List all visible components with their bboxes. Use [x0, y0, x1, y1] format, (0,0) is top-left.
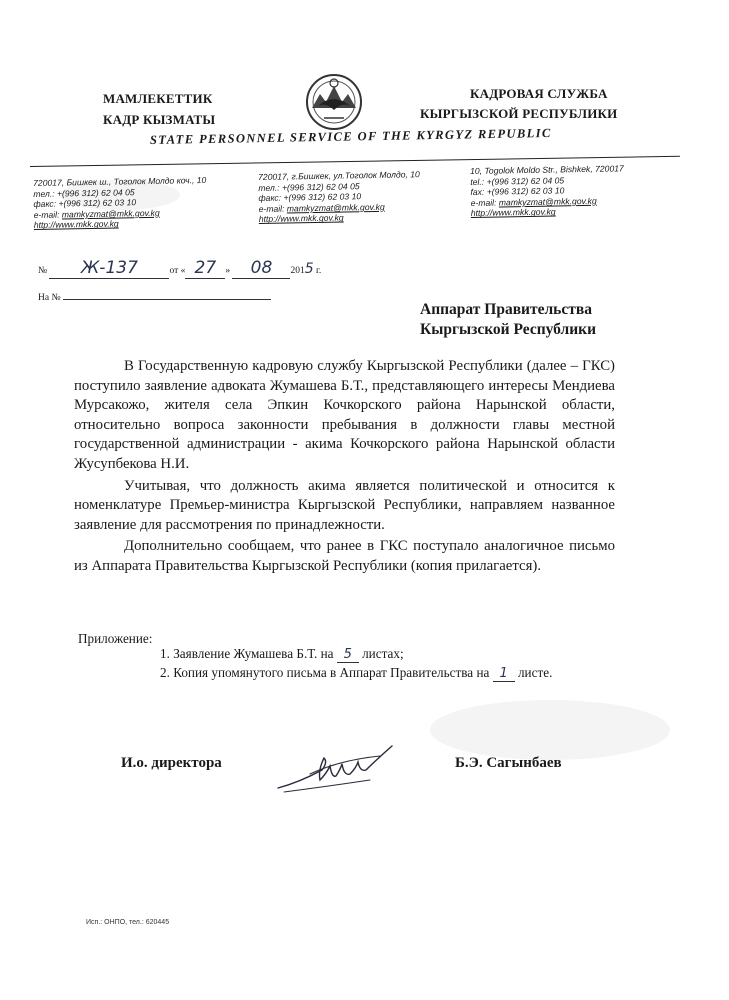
address-en-fax: fax: +(996 312) 62 03 10 [470, 185, 565, 198]
recipient-line1: Аппарат Правительства [420, 301, 592, 318]
reference-number-field [63, 290, 271, 300]
registration-close-quote: » [225, 266, 231, 276]
signatory-position: И.о. директора [121, 755, 222, 771]
address-kg-email-label: e-mail: [33, 209, 62, 220]
attachment-item-2-suffix: листе. [514, 665, 553, 680]
address-block-kg [33, 175, 207, 231]
address-ru-phone: тел.: +(996 312) 62 04 05 [258, 180, 360, 193]
address-kg-street: 720017, Бишкек ш., Тоголок Молдо коч., 10 [33, 174, 207, 188]
address-kg-fax: факс: +(996 312) 62 03 10 [33, 197, 137, 210]
address-block-en [470, 163, 625, 219]
address-en-website[interactable]: http://www.mkk.gov.kg [470, 206, 556, 219]
address-ru-email[interactable]: mamkyzmat@mkk.gov.kg [286, 201, 385, 214]
recipient-line2: Кыргызской Республики [420, 321, 597, 338]
address-ru-email-label: e-mail: [258, 203, 287, 214]
attachment-item-1 [160, 646, 404, 663]
attachment-item-1-suffix: листах; [358, 646, 404, 661]
recipient-block [420, 300, 596, 340]
letter-body [74, 357, 615, 577]
scan-smudge [430, 700, 670, 760]
registration-from-label: от « [169, 266, 186, 276]
registration-line [38, 258, 321, 279]
address-ru-fax: факс: +(996 312) 62 03 10 [258, 191, 362, 204]
attachment-item-2-text: 2. Копия упомянутого письма в Аппарат Правительства на [160, 665, 493, 680]
registration-number: Ж-137 [49, 258, 169, 279]
address-kg-phone: тел.: +(996 312) 62 04 05 [33, 186, 135, 199]
registration-no-label: № [38, 266, 48, 276]
address-en-phone: tel.: +(996 312) 62 04 05 [470, 174, 565, 187]
letterhead-kg-title-line1: МАМЛЕКЕТТИК [103, 91, 213, 106]
registration-year-suffix: г. [313, 266, 322, 276]
address-en-email-label: e-mail: [470, 197, 499, 208]
letterhead-ru-title-line1: КАДРОВАЯ СЛУЖБА [470, 86, 608, 101]
address-ru-street: 720017, г.Бишкек, ул.Тоголок Молдо, 10 [258, 169, 420, 182]
registration-month: 08 [232, 258, 290, 279]
signatory-name: Б.Э. Сагынбаев [455, 755, 562, 771]
reference-label: На № [38, 293, 61, 303]
letterhead-english-title: STATE PERSONNEL SERVICE OF THE KYRGYZ REPUBLIC [149, 125, 552, 147]
kyrgyz-coat-of-arms-icon [298, 72, 370, 132]
attachment-item-2 [160, 665, 552, 682]
registration-year-prefix: 201 [290, 266, 305, 276]
address-en-street: 10, Togolok Moldo Str., Bishkek, 720017 [470, 163, 624, 176]
letterhead-kg-title-line2: КАДР КЫЗМАТЫ [103, 112, 216, 127]
address-en-email[interactable]: mamkyzmat@mkk.gov.kg [498, 195, 597, 208]
attachments-heading: Приложение: [78, 631, 153, 646]
attachment-item-1-count: 5 [337, 647, 359, 663]
attachment-item-1-text: 1. Заявление Жумашева Б.Т. на [160, 646, 337, 661]
body-paragraph-2: Учитывая, что должность акима является политической и относится к номенклатуре Премьер-министра Кыргызской Республики, направляем названное заявление для рассмотрения по принадлежности. [74, 477, 615, 533]
address-kg-website[interactable]: http://www.mkk.gov.kg [33, 218, 119, 231]
registration-year-digit: 5 [304, 261, 314, 277]
letterhead-ru-title-line2: КЫРГЫЗСКОЙ РЕСПУБЛИКИ [420, 106, 618, 121]
body-paragraph-3: Дополнительно сообщаем, что ранее в ГКС поступало аналогичное письмо из Аппарата Правительства Кыргызской Республики (копия прилагается). [74, 538, 615, 574]
attachment-item-2-count: 1 [493, 666, 515, 682]
body-paragraph-1: В Государственную кадровую службу Кыргызской Республики (далее – ГКС) поступило заявление адвоката Жумашева Б.Т., представляющего интересы Мендиева Мурсакожо, жителя села Эпкин Кочкорского района Нарынской области, относительно вопроса законности пребывания в должности главы местной государственной администрации - акима Кочкорского района Нарынской области Жусупбекова Н.И. [74, 358, 615, 472]
handwritten-signature-icon [270, 740, 400, 800]
reference-line [38, 290, 271, 303]
address-kg-email[interactable]: mamkyzmat@mkk.gov.kg [61, 207, 160, 220]
address-block-ru [258, 169, 421, 225]
executor-footer: Исп.: ОНПО, тел.: 620445 [86, 919, 170, 926]
registration-day: 27 [185, 258, 225, 279]
address-ru-website[interactable]: http://www.mkk.gov.kg [258, 212, 344, 225]
